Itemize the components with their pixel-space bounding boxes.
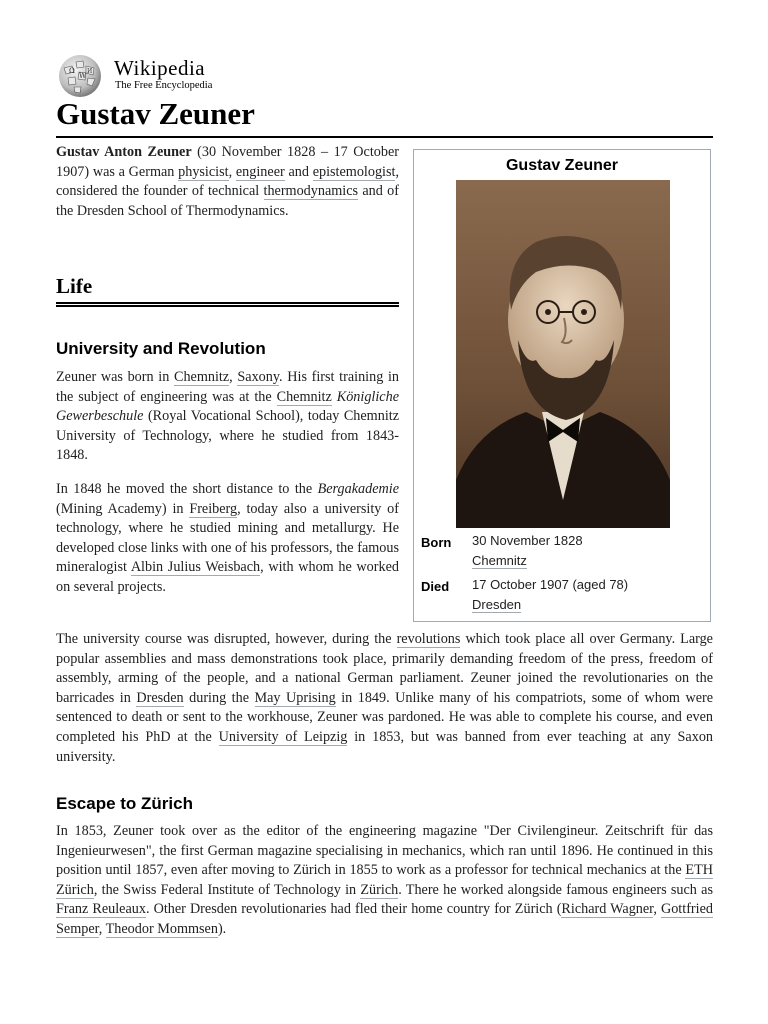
link-weisbach[interactable]: Albin Julius Weisbach bbox=[130, 559, 261, 576]
link-eth-zurich[interactable]: ETH Zürich bbox=[56, 862, 713, 898]
link-gottfried-semper[interactable]: Gottfried Semper bbox=[56, 901, 713, 937]
link-dresden[interactable]: Dresden bbox=[136, 689, 184, 706]
text: , bbox=[653, 901, 661, 918]
title-divider bbox=[56, 136, 713, 138]
paragraph-freiberg bbox=[56, 480, 399, 598]
link-franz-reuleaux[interactable]: Franz Reuleaux bbox=[56, 901, 146, 918]
text: , with whom he worked on several projects. bbox=[56, 559, 399, 595]
link-university-of-leipzig[interactable]: University of Leipzig bbox=[218, 728, 348, 745]
text: , bbox=[229, 369, 238, 385]
subject-name: Gustav Anton Zeuner bbox=[56, 144, 192, 160]
link-chemnitz-school[interactable]: Chemnitz bbox=[276, 388, 332, 405]
link-chemnitz[interactable]: Chemnitz bbox=[173, 369, 230, 385]
text: during the bbox=[183, 689, 255, 706]
text: (Mining Academy) in bbox=[56, 500, 190, 517]
link-physicist[interactable]: physicist bbox=[178, 163, 229, 180]
born-date: 30 November 1828 bbox=[472, 533, 583, 548]
link-died-place[interactable]: Dresden bbox=[472, 597, 522, 612]
wikipedia-wordmark: Wikipedia bbox=[114, 56, 206, 80]
link-born-place[interactable]: Chemnitz bbox=[472, 553, 527, 568]
text: In 1853, Zeuner took over as the editor of the engineering magazine "Der Civilengineur. Zeitschrift für das Ingenieurwesen", the first German magazine specialising in mechanics, which ran until 1896. He continued in this position until 1857, even after moving to Zürich in 1855 to work as a professor for technical mechanics at the bbox=[56, 823, 713, 879]
infobox-title: Gustav Zeuner bbox=[505, 157, 619, 174]
link-richard-wagner[interactable]: Richard Wagner bbox=[561, 901, 654, 918]
svg-text:W: W bbox=[79, 72, 87, 80]
born-value bbox=[472, 531, 583, 571]
wikipedia-globe-icon bbox=[56, 54, 104, 98]
link-thermodynamics[interactable]: thermodynamics bbox=[263, 183, 359, 200]
portrait-photo[interactable] bbox=[456, 180, 670, 528]
text: ). bbox=[217, 920, 227, 937]
intro-text: and of the Dresden School of Thermodynamics. bbox=[56, 183, 399, 219]
svg-text:И: И bbox=[87, 68, 93, 75]
link-may-uprising[interactable]: May Uprising bbox=[254, 689, 336, 706]
intro-text: , considered the founder of technical bbox=[56, 163, 399, 200]
text: in 1849. Unlike many of his compatriots, some of whom were sentenced to death or sent to the workhouse, Zeuner was pardoned. He was able to complete his course, and even completed his PhD at the bbox=[56, 689, 714, 745]
died-value bbox=[472, 575, 628, 615]
text: , today also a university of technology, where he studied mining and metallurgy. He developed close links with one of his professors, the famous mineralogist bbox=[56, 500, 400, 576]
section-heading-life: Life bbox=[56, 274, 93, 298]
academy-name: Bergakademie bbox=[317, 481, 399, 497]
died-label: Died bbox=[421, 579, 450, 594]
link-zurich[interactable]: Zürich bbox=[360, 881, 399, 898]
text: (Royal Vocational School), today Chemnitz University of Technology, where he studied from 1843-1848. bbox=[56, 408, 399, 464]
wikipedia-tagline: The Free Encyclopedia bbox=[115, 80, 213, 91]
born-label: Born bbox=[421, 535, 452, 550]
school-name: Königliche Gewerbeschule bbox=[56, 388, 399, 425]
link-freiberg[interactable]: Freiberg bbox=[189, 500, 238, 517]
text: Zeuner was born in bbox=[56, 369, 174, 385]
intro-text: (30 November 1828 – 17 October 1907) was a German bbox=[56, 144, 399, 180]
link-revolutions[interactable]: revolutions bbox=[396, 631, 461, 647]
text: In 1848 he moved the short distance to the bbox=[56, 481, 318, 497]
svg-text:Ω: Ω bbox=[69, 67, 75, 75]
link-epistemologist[interactable]: epistemologist bbox=[312, 163, 396, 180]
died-date: 17 October 1907 (aged 78) bbox=[472, 577, 629, 592]
paragraph-zurich bbox=[56, 822, 713, 940]
text: , bbox=[98, 920, 106, 937]
intro-text: and bbox=[284, 163, 313, 180]
link-engineer[interactable]: engineer bbox=[235, 163, 285, 180]
text: . Other Dresden revolutionaries had fled their home country for Zürich ( bbox=[145, 901, 562, 918]
link-saxony[interactable]: Saxony bbox=[237, 369, 280, 385]
paragraph-revolution bbox=[56, 630, 713, 767]
text: which took place all over Germany. Large popular assemblies and mass demonstrations took place, primarily demanding freedom of the press, freedom of assembly, arming of the people, and a national German parliament. Zeuner joined the revolutionaries on the barricades in bbox=[56, 631, 713, 706]
link-theodor-mommsen[interactable]: Theodor Mommsen bbox=[105, 920, 218, 937]
section-divider bbox=[56, 302, 399, 307]
paragraph-early-life bbox=[56, 368, 399, 466]
text: in 1853, but was banned from ever teaching at any Saxon university. bbox=[56, 728, 714, 765]
infobox bbox=[413, 149, 711, 622]
page-title: Gustav Zeuner bbox=[56, 96, 255, 131]
wikipedia-logo[interactable] bbox=[56, 54, 236, 98]
text: , the Swiss Federal Institute of Technology in bbox=[93, 881, 361, 898]
intro-paragraph bbox=[56, 143, 399, 221]
text: . His first training in the subject of engineering was at the bbox=[56, 369, 400, 405]
text: The university course was disrupted, however, during the bbox=[56, 631, 397, 647]
intro-text: , bbox=[228, 163, 236, 180]
text: . There he worked alongside famous engineers such as bbox=[398, 881, 713, 898]
subsection-heading-university: University and Revolution bbox=[56, 339, 266, 358]
subsection-heading-escape: Escape to Zürich bbox=[56, 794, 193, 813]
